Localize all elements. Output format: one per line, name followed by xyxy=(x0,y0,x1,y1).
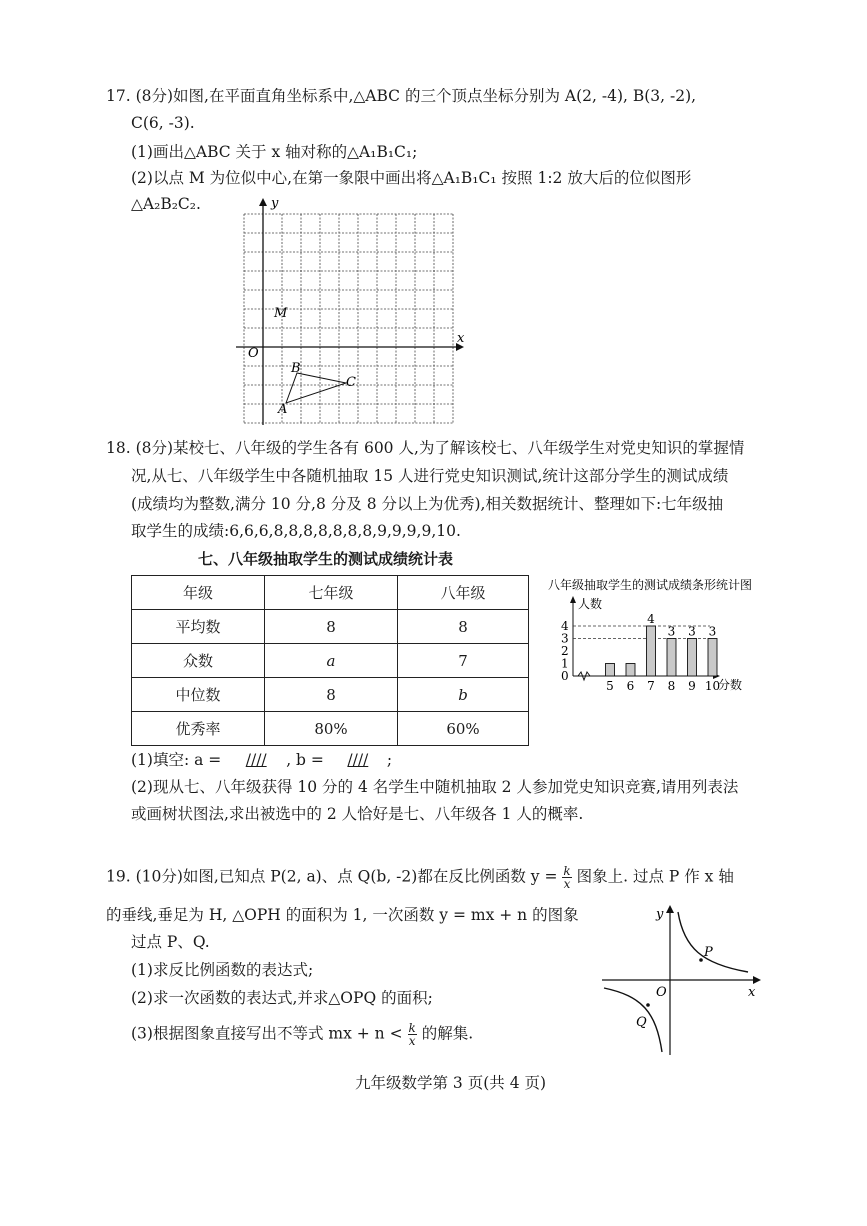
grid-b-label: B xyxy=(291,361,301,376)
chart-data-label: 3 xyxy=(708,624,717,639)
chart-data-label: 3 xyxy=(667,624,676,639)
q19-part1: (1)求反比例函数的表达式; xyxy=(131,961,314,979)
grid-y-label: y xyxy=(271,196,279,211)
q19-part3-fraction xyxy=(408,1022,417,1047)
graph-origin-label: O xyxy=(656,985,667,1000)
page-footer: 九年级数学第 3 页(共 4 页) xyxy=(355,1074,547,1092)
table-cell: 平均数 xyxy=(132,610,265,644)
grid-c-label: C xyxy=(346,375,356,390)
chart-bar xyxy=(667,639,676,677)
chart-y-tick-label: 2 xyxy=(561,644,569,658)
chart-x-tick-label: 5 xyxy=(606,679,614,693)
q18-part1-end: ; xyxy=(386,751,393,769)
table-cell: 众数 xyxy=(132,644,265,678)
chart-y-tick-label: 0 xyxy=(561,669,569,683)
grid-a-label: A xyxy=(278,402,288,417)
chart-x-tick-label: 7 xyxy=(647,679,655,693)
table-cell: 中位数 xyxy=(132,678,265,712)
graph-p-label: P xyxy=(704,945,713,960)
q19-line3: 过点 P、Q. xyxy=(131,933,210,951)
table-cell: b xyxy=(398,678,529,712)
table-cell: 8 xyxy=(265,678,398,712)
table-cell: 八年级 xyxy=(398,576,529,610)
table-row xyxy=(132,610,529,644)
chart-xlabel: 分数 xyxy=(718,678,743,692)
q18-line2: 况,从七、八年级学生中各随机抽取 15 人进行党史知识测试,统计这部分学生的测试成绩 xyxy=(131,467,729,485)
chart-bar xyxy=(708,639,717,677)
table-cell: 8 xyxy=(398,610,529,644)
q18-part2b: 或画树状图法,求出被选中的 2 人恰好是七、八年级各 1 人的概率. xyxy=(131,805,584,823)
chart-title: 八年级抽取学生的测试成绩条形统计图 xyxy=(548,578,753,592)
chart-y-tick-label: 3 xyxy=(561,631,569,646)
q19-line2: 的垂线,垂足为 H, △OPH 的面积为 1, 一次函数 y = mx + n 的图象 xyxy=(106,906,579,924)
q18-line4: 取学生的成绩:6,6,6,8,8,8,8,8,8,8,9,9,9,9,10. xyxy=(131,522,461,540)
chart-x-tick-label: 6 xyxy=(626,679,635,693)
q19-line1-a: 19. (10分)如图,已知点 P(2, a)、点 Q(b, -2)都在反比例函数 y = xyxy=(106,867,558,886)
frac-denominator: x xyxy=(408,1034,416,1048)
chart-bar xyxy=(647,626,656,676)
q19-part3 xyxy=(131,1022,473,1047)
q18-line3: (成绩均为整数,满分 10 分,8 分及 8 分以上为优秀),相关数据统计、整理如下:七年级抽 xyxy=(131,495,724,513)
table-cell: a xyxy=(265,644,398,678)
q17-line1: 17. (8分)如图,在平面直角坐标系中,△ABC 的三个顶点坐标分别为 A(2, -4), B(3, -2), xyxy=(106,87,697,105)
q17-line2: C(6, -3). xyxy=(131,114,195,132)
chart-y-tick-label: 4 xyxy=(561,619,569,633)
q19-fraction xyxy=(562,865,571,890)
graph-y-label: y xyxy=(656,907,664,922)
table-row xyxy=(132,576,529,610)
table-row xyxy=(132,644,529,678)
q17-part1: (1)画出△ABC 关于 x 轴对称的△A₁B₁C₁; xyxy=(131,143,418,161)
table-cell: 优秀率 xyxy=(132,712,265,746)
graph-q-label: Q xyxy=(636,1015,647,1030)
table-cell: 60% xyxy=(398,712,529,746)
table-row xyxy=(132,712,529,746)
chart-x-tick-label: 8 xyxy=(667,679,676,693)
q18-line1: 18. (8分)某校七、八年级的学生各有 600 人,为了解该校七、八年级学生对党史知识的掌握情 xyxy=(106,439,745,457)
q18-bar-chart xyxy=(540,572,780,697)
table-cell: 8 xyxy=(265,610,398,644)
chart-data-label: 4 xyxy=(647,612,655,626)
q19-part2: (2)求一次函数的表达式,并求△OPQ 的面积; xyxy=(131,989,433,1007)
q19-line1-b: 图象上. 过点 P 作 x 轴 xyxy=(576,867,734,886)
q18-stats-table xyxy=(131,575,529,746)
frac-denominator: x xyxy=(563,877,571,891)
graph-x-label: x xyxy=(748,985,756,1000)
q18-part1 xyxy=(131,750,392,770)
frac-numerator: k xyxy=(408,1021,416,1035)
chart-x-tick-label: 10 xyxy=(704,679,721,693)
chart-y-tick-label: 1 xyxy=(561,656,569,671)
chart-bar xyxy=(606,664,615,677)
q17-part2b: △A₂B₂C₂. xyxy=(131,195,201,213)
table-cell: 7 xyxy=(398,644,529,678)
blank-a-input[interactable]: //// xyxy=(245,751,267,769)
grid-origin-label: O xyxy=(248,346,259,361)
q19-part3-a: (3)根据图象直接写出不等式 mx + n < xyxy=(131,1024,403,1043)
blank-b-input[interactable]: //// xyxy=(347,751,369,769)
chart-bar xyxy=(626,664,635,677)
chart-ylabel: 人数 xyxy=(578,597,603,611)
q17-part2a: (2)以点 M 为位似中心,在第一象限中画出将△A₁B₁C₁ 按照 1:2 放大后的位似图形 xyxy=(131,169,692,187)
q19-part3-b: 的解集. xyxy=(421,1024,474,1043)
table-cell: 80% xyxy=(265,712,398,746)
chart-x-tick-label: 9 xyxy=(688,679,696,693)
frac-numerator: k xyxy=(563,864,571,878)
grid-x-label: x xyxy=(457,331,465,346)
q18-part2a: (2)现从七、八年级获得 10 分的 4 名学生中随机抽取 2 人参加党史知识竞赛,请用列表法 xyxy=(131,778,739,796)
q19-line1 xyxy=(106,865,734,890)
chart-bar xyxy=(688,639,697,677)
q19-hyperbola-graph xyxy=(598,900,768,1060)
grid-m-label: M xyxy=(274,306,288,321)
q18-table-title: 七、八年级抽取学生的测试成绩统计表 xyxy=(198,550,454,568)
table-cell: 七年级 xyxy=(265,576,398,610)
chart-data-label: 3 xyxy=(688,624,696,639)
table-cell: 年级 xyxy=(132,576,265,610)
table-row xyxy=(132,678,529,712)
q18-part1-mid: , b = xyxy=(286,751,324,769)
q18-part1-prefix: (1)填空: a = xyxy=(131,751,222,769)
chart-y-arrow xyxy=(570,596,576,603)
q17-coordinate-grid xyxy=(230,195,470,430)
